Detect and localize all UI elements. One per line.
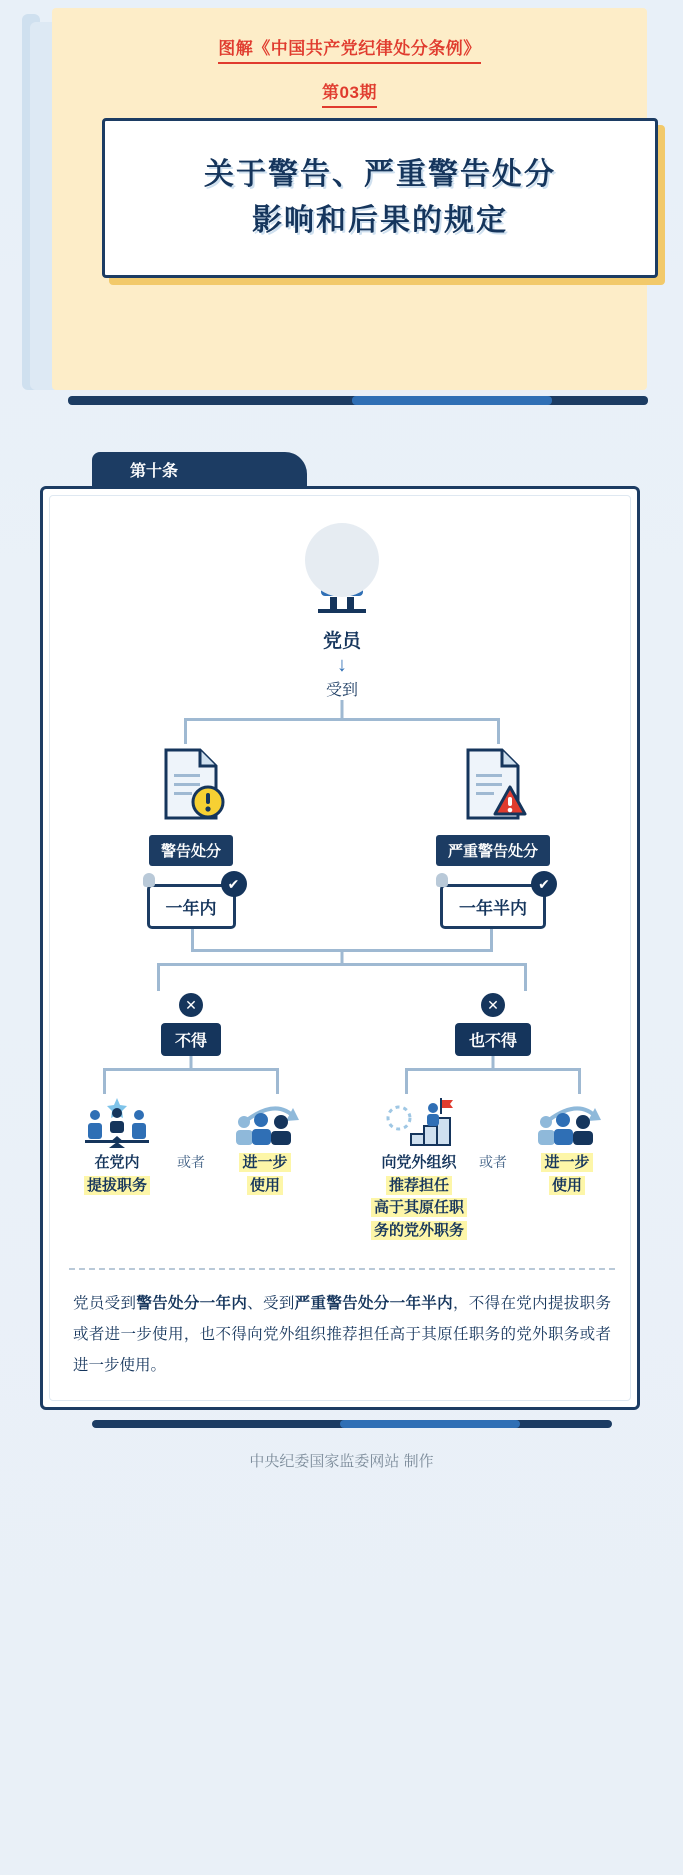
punishment-tag-warning: 警告处分 xyxy=(149,835,233,866)
outcome-recommend-line3: 高于其原任职 xyxy=(371,1197,467,1220)
pin-icon xyxy=(436,873,448,887)
article-tab xyxy=(92,452,307,486)
outcome-recommend-line1: 向党外组织 xyxy=(381,1154,457,1171)
summary-part1: 党员受到 xyxy=(73,1295,137,1312)
people-arrow-icon xyxy=(217,1096,313,1148)
punishment-branch-serious xyxy=(371,744,615,929)
fork-connector-left xyxy=(69,1056,313,1096)
outcome-further-use-right xyxy=(519,1096,615,1242)
outcome-recommend-line4: 务的党外职务 xyxy=(371,1220,467,1243)
forbid-row xyxy=(69,993,615,1056)
stairs-flag-icon xyxy=(371,1096,467,1148)
or-connector-right: 或者 xyxy=(479,1154,507,1170)
flow-root-node xyxy=(69,511,615,700)
main-card xyxy=(40,486,640,1410)
outcome-further-use-left-line1: 进一步 xyxy=(217,1152,313,1175)
or-connector-left: 或者 xyxy=(177,1154,205,1170)
fork-connector-right xyxy=(371,1056,615,1096)
fork-row xyxy=(69,1056,615,1096)
footer-credit: 中央纪委国家监委网站 制作 xyxy=(249,1453,434,1470)
outcome-group-right xyxy=(371,1096,615,1242)
period-serious-label: 一年半内 xyxy=(459,899,527,918)
outcomes-row xyxy=(69,1096,615,1242)
header-underline-blue xyxy=(352,396,552,405)
forbid-right xyxy=(371,993,615,1056)
people-arrow-icon xyxy=(519,1096,615,1148)
document-alert-icon xyxy=(371,744,615,829)
punishment-columns xyxy=(69,744,615,929)
outcome-further-use-right-line2: 使用 xyxy=(519,1175,615,1198)
main-section xyxy=(40,452,640,1428)
check-icon: ✔ xyxy=(531,871,557,897)
document-warning-icon xyxy=(69,744,313,829)
page-title-line2: 影响和后果的规定 xyxy=(252,204,508,237)
header-kicker-line1: 图解《中国共产党纪律处分条例》 xyxy=(218,34,481,64)
main-underline-blue xyxy=(340,1420,520,1428)
summary-bold1: 警告处分一年内 xyxy=(136,1295,248,1312)
receive-label: 受到 xyxy=(325,682,358,699)
x-circle-icon: ✕ xyxy=(179,993,203,1017)
period-warning xyxy=(147,876,240,929)
period-warning-label: 一年内 xyxy=(165,899,217,918)
outcome-promotion-line2: 提拔职务 xyxy=(69,1175,165,1198)
summary-part3: ，不得在党内提拔职务或者进一步使用，也不得向党外组织推荐担任高于其原任职务的党外职务或者进一步使用。 xyxy=(73,1295,611,1374)
person-halo xyxy=(305,523,379,597)
outcome-recommend-outside xyxy=(371,1096,467,1242)
outcome-recommend-line2: 推荐担任 xyxy=(371,1175,467,1198)
article-tab-label: 第十条 xyxy=(130,462,179,480)
forbid-label-left: 不得 xyxy=(161,1023,221,1056)
forbid-label-right: 也不得 xyxy=(455,1023,531,1056)
outcome-promotion-line1: 在党内 xyxy=(94,1154,140,1171)
period-serious xyxy=(440,876,550,929)
outcome-further-use-right-line1: 进一步 xyxy=(519,1152,615,1175)
flow-diagram xyxy=(69,511,615,1381)
summary-part2: 、受到 xyxy=(247,1295,295,1312)
merge-connector xyxy=(69,929,615,993)
summary-bold2: 严重警告处分一年半内 xyxy=(294,1295,453,1312)
arrow-down-icon: ↓ xyxy=(337,654,347,676)
outcome-group-left xyxy=(69,1096,313,1242)
check-icon: ✔ xyxy=(221,871,247,897)
header-kicker xyxy=(52,34,647,108)
party-member-label: 党员 xyxy=(322,631,361,652)
outcome-further-use-left-line2: 使用 xyxy=(217,1175,313,1198)
x-circle-icon: ✕ xyxy=(481,993,505,1017)
punishment-branch-warning xyxy=(69,744,313,929)
split-connector xyxy=(69,700,615,744)
header-card xyxy=(52,8,647,390)
outcome-further-use-left xyxy=(217,1096,313,1242)
pin-icon xyxy=(143,873,155,887)
punishment-tag-serious: 严重警告处分 xyxy=(436,835,550,866)
outcome-promotion xyxy=(69,1096,165,1242)
divider-dashed xyxy=(69,1268,615,1270)
page-title-line1: 关于警告、严重警告处分 xyxy=(204,157,556,191)
summary-paragraph xyxy=(69,1288,615,1381)
header-title-box xyxy=(102,118,658,278)
promotion-icon xyxy=(69,1096,165,1148)
header-kicker-line2: 第03期 xyxy=(322,78,377,108)
header-section xyxy=(22,8,665,428)
forbid-left xyxy=(69,993,313,1056)
